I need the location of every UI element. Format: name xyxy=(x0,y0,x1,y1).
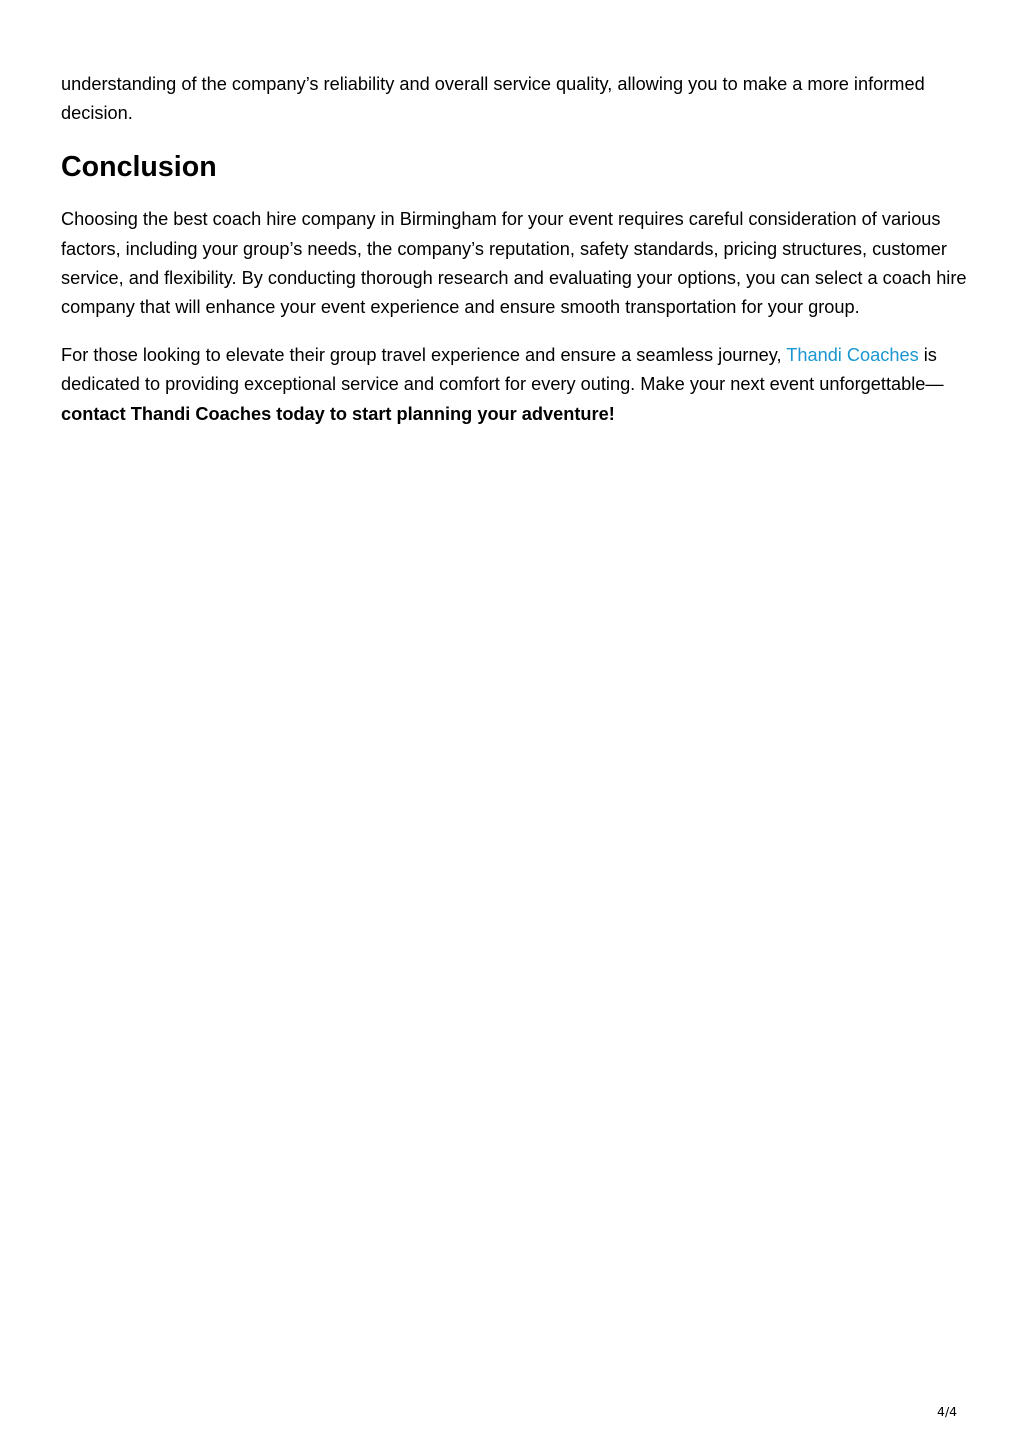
intro-paragraph: understanding of the company’s reliability and overall service quality, allowing you to make a more informed decision. xyxy=(61,74,925,124)
conclusion-paragraph: Choosing the best coach hire company in Birmingham for your event requires careful consideration of various factors, including your group’s needs, the company’s reputation, safety standards, pricing structures, customer service, and flexibility. By conducting thorough research and evaluating your options, you can select a coach hire company that will enhance your event experience and ensure smooth transportation for your group. xyxy=(61,209,967,318)
closing-text-before-link: For those looking to elevate their group travel experience and ensure a seamless journey, xyxy=(61,345,787,366)
page-number: 4/4 xyxy=(937,1404,958,1419)
conclusion-heading: Conclusion xyxy=(61,151,217,184)
thandi-coaches-link[interactable]: Thandi Coaches xyxy=(786,345,919,366)
closing-paragraph xyxy=(61,341,971,429)
closing-text-after-link: is dedicated to providing exceptional service and comfort for every outing. Make your next event unforgettable— xyxy=(61,345,944,395)
document-body xyxy=(61,70,971,429)
call-to-action-text: contact Thandi Coaches today to start planning your adventure! xyxy=(61,403,615,424)
